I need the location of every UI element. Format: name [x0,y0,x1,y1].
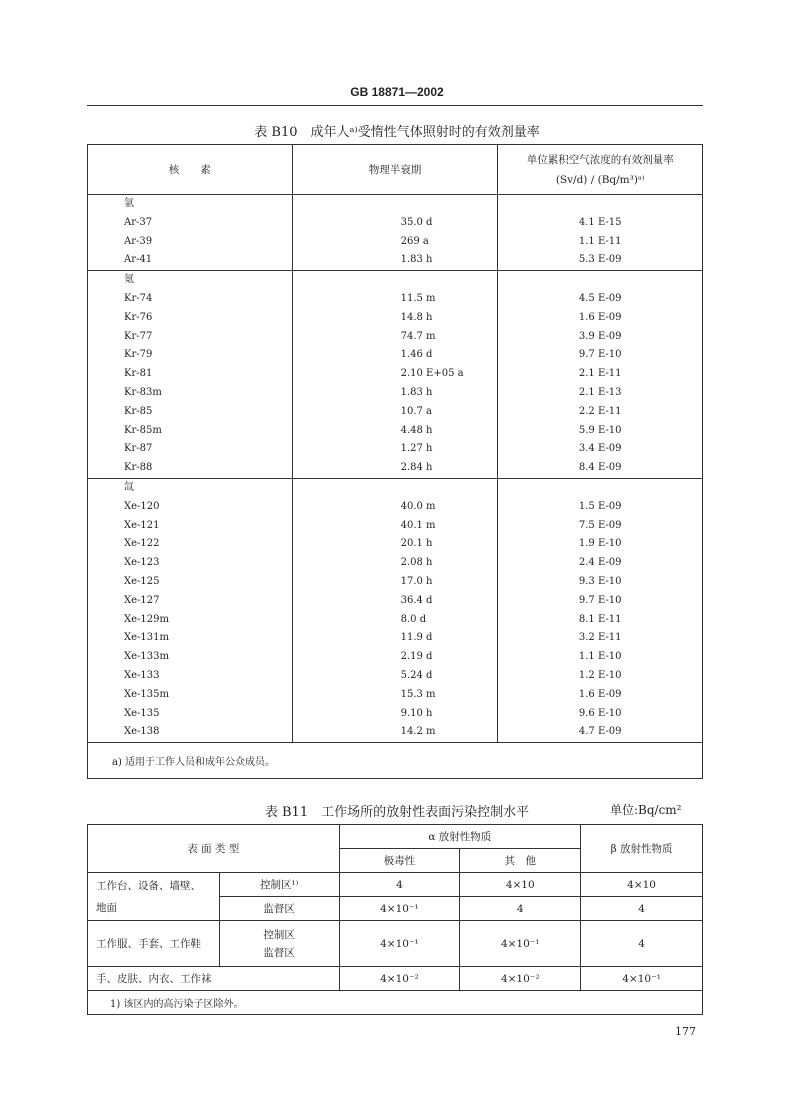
value-cell: 4×10⁻² [460,967,581,991]
value-cell: 4×10⁻¹ [460,921,581,967]
rate-cell: 2.1 E-13 [498,384,703,403]
value-cell: 4×10⁻¹ [581,967,703,991]
table-b10-header [88,145,703,195]
empty-cell [292,195,498,214]
rate-cell: 9.7 E-10 [498,592,703,611]
nuclide-cell: Kr-76 [88,309,293,328]
nuclide-cell: Ar-39 [88,233,293,252]
table-b11 [87,824,703,1015]
nuclide-cell: Xe-138 [88,723,293,742]
zone-supervised: 监督区 [263,946,295,959]
rate-cell: 3.4 E-09 [498,440,703,459]
table-row [88,422,703,441]
nuclide-cell: Xe-129m [88,611,293,630]
nuclide-cell: Kr-81 [88,365,293,384]
surface-workbench-line1: 工作台、设备、墙壁、 [96,879,201,892]
table-b10-footnote: a) 适用于工作人员和成年公众成员。 [88,743,703,779]
halflife-cell: 1.27 h [292,440,498,459]
rate-cell: 8.1 E-11 [498,611,703,630]
table-b11-unit: 单位:Bq/cm² [610,803,682,817]
nuclide-cell: Xe-120 [88,498,293,517]
col-rate-header-line2: (Sv/d) / (Bq/m³)ᵃ⁾ [555,173,645,186]
halflife-cell: 1.46 d [292,346,498,365]
table-row [88,686,703,705]
alpha-header: α 放射性物质 [339,825,581,849]
rate-cell: 1.9 E-10 [498,535,703,554]
empty-cell [498,271,703,290]
halflife-cell: 17.0 h [292,573,498,592]
value-cell: 4×10 [460,873,581,897]
halflife-cell: 15.3 m [292,686,498,705]
beta-header: β 放射性物质 [581,825,703,873]
table-row [88,403,703,422]
table-b11-caption: 表 B11 工作场所的放射性表面污染控制水平 [264,805,530,820]
zone-controlled: 控制区 [263,928,295,941]
zone-controlled: 控制区¹⁾ [219,873,339,897]
table-row [88,535,703,554]
table-row [88,365,703,384]
col-halflife-header: 物理半衰期 [292,145,498,195]
header-rule [87,105,703,106]
nuclide-cell: Xe-133m [88,648,293,667]
table-row [88,611,703,630]
table-row [88,667,703,686]
rate-cell: 2.2 E-11 [498,403,703,422]
table-row [88,459,703,478]
document-header: GB 18871—2002 [350,85,444,99]
nuclide-cell: Kr-74 [88,290,293,309]
table-row [88,592,703,611]
halflife-cell: 2.10 E+05 a [292,365,498,384]
halflife-cell: 14.2 m [292,723,498,742]
table-b11-footnote: 1) 该区内的高污染子区除外。 [88,991,703,1015]
rate-cell: 3.9 E-09 [498,328,703,347]
rate-cell: 9.6 E-10 [498,705,703,724]
halflife-cell: 1.83 h [292,251,498,270]
zones-controlled-supervised [219,921,339,967]
halflife-cell: 36.4 d [292,592,498,611]
rate-cell: 1.6 E-09 [498,686,703,705]
table-b11-header-row1 [88,825,703,849]
halflife-cell: 11.5 m [292,290,498,309]
nuclide-cell: Ar-41 [88,251,293,270]
rate-cell: 1.1 E-10 [498,648,703,667]
halflife-cell: 20.1 h [292,535,498,554]
rate-cell: 5.9 E-10 [498,422,703,441]
rate-cell: 9.3 E-10 [498,573,703,592]
rate-cell: 1.1 E-11 [498,233,703,252]
table-b11-footnote-row [88,991,703,1015]
table-row [88,967,703,991]
table-row [88,346,703,365]
rate-cell: 9.7 E-10 [498,346,703,365]
value-cell: 4×10⁻¹ [339,897,460,921]
nuclide-cell: Kr-85 [88,403,293,422]
table-row [88,309,703,328]
halflife-cell: 35.0 d [292,214,498,233]
nuclide-cell: Kr-85m [88,422,293,441]
halflife-cell: 40.1 m [292,517,498,536]
table-row [88,921,703,967]
halflife-cell: 8.0 d [292,611,498,630]
table-row [88,723,703,742]
nuclide-cell: Xe-123 [88,554,293,573]
page-number: 177 [675,1025,696,1038]
empty-cell [292,478,498,497]
table-b10-caption: 表 B10 成年人ᵃ⁾受惰性气体照射时的有效剂量率 [254,125,540,140]
table-row [88,648,703,667]
nuclide-cell: Xe-127 [88,592,293,611]
table-row [88,328,703,347]
halflife-cell: 10.7 a [292,403,498,422]
table-row [88,214,703,233]
value-cell: 4×10⁻² [339,967,460,991]
value-cell: 4 [581,921,703,967]
element-group-row [88,271,703,290]
value-cell: 4 [581,897,703,921]
value-cell: 4 [339,873,460,897]
nuclide-cell: Xe-135 [88,705,293,724]
table-b10-footnote-row [88,743,703,779]
table-row [88,440,703,459]
value-cell: 4×10⁻¹ [339,921,460,967]
rate-cell: 4.5 E-09 [498,290,703,309]
halflife-cell: 4.48 h [292,422,498,441]
halflife-cell: 74.7 m [292,328,498,347]
element-name: 氪 [88,271,293,290]
rate-cell: 2.1 E-11 [498,365,703,384]
element-group-row [88,195,703,214]
table-row [88,554,703,573]
nuclide-cell: Ar-37 [88,214,293,233]
rate-cell: 3.2 E-11 [498,629,703,648]
nuclide-cell: Kr-83m [88,384,293,403]
table-row [88,629,703,648]
halflife-cell: 11.9 d [292,629,498,648]
rate-cell: 2.4 E-09 [498,554,703,573]
col-nuclide-header: 核 素 [88,145,293,195]
table-b10 [87,144,703,779]
halflife-cell: 5.24 d [292,667,498,686]
nuclide-cell: Xe-133 [88,667,293,686]
rate-cell: 1.6 E-09 [498,309,703,328]
rate-cell: 4.1 E-15 [498,214,703,233]
other-header: 其 他 [460,849,581,873]
nuclide-cell: Kr-77 [88,328,293,347]
surface-workbench-line2: 地面 [96,901,117,914]
halflife-cell: 1.83 h [292,384,498,403]
halflife-cell: 269 a [292,233,498,252]
nuclide-cell: Xe-125 [88,573,293,592]
halflife-cell: 2.84 h [292,459,498,478]
table-row [88,290,703,309]
nuclide-cell: Xe-135m [88,686,293,705]
nuclide-cell: Xe-131m [88,629,293,648]
halflife-cell: 40.0 m [292,498,498,517]
rate-cell: 5.3 E-09 [498,251,703,270]
col-rate-header-line1: 单位累积空气浓度的有效剂量率 [526,153,674,166]
empty-cell [498,195,703,214]
nuclide-cell: Xe-122 [88,535,293,554]
rate-cell: 1.5 E-09 [498,498,703,517]
highly-toxic-header: 极毒性 [339,849,460,873]
empty-cell [292,271,498,290]
rate-cell: 1.2 E-10 [498,667,703,686]
element-name: 氙 [88,478,293,497]
nuclide-cell: Xe-121 [88,517,293,536]
col-rate-header [498,145,703,195]
nuclide-cell: Kr-87 [88,440,293,459]
table-row [88,873,703,897]
zone-supervised: 监督区 [219,897,339,921]
table-row [88,251,703,270]
rate-cell: 4.7 E-09 [498,723,703,742]
nuclide-cell: Kr-88 [88,459,293,478]
halflife-cell: 2.19 d [292,648,498,667]
table-b10-body [88,195,703,743]
table-row [88,517,703,536]
element-name: 氩 [88,195,293,214]
table-row [88,573,703,592]
table-row [88,233,703,252]
empty-cell [498,478,703,497]
value-cell: 4×10 [581,873,703,897]
halflife-cell: 14.8 h [292,309,498,328]
rate-cell: 8.4 E-09 [498,459,703,478]
surface-type-header: 表 面 类 型 [88,825,340,873]
surface-workbench [88,873,220,921]
nuclide-cell: Kr-79 [88,346,293,365]
halflife-cell: 2.08 h [292,554,498,573]
element-group-row [88,478,703,497]
table-row [88,498,703,517]
rate-cell: 7.5 E-09 [498,517,703,536]
halflife-cell: 9.10 h [292,705,498,724]
table-row [88,705,703,724]
value-cell: 4 [460,897,581,921]
surface-workwear: 工作服、手套、工作鞋 [88,921,220,967]
table-row [88,384,703,403]
surface-skin: 手、皮肤、内衣、工作袜 [88,967,340,991]
